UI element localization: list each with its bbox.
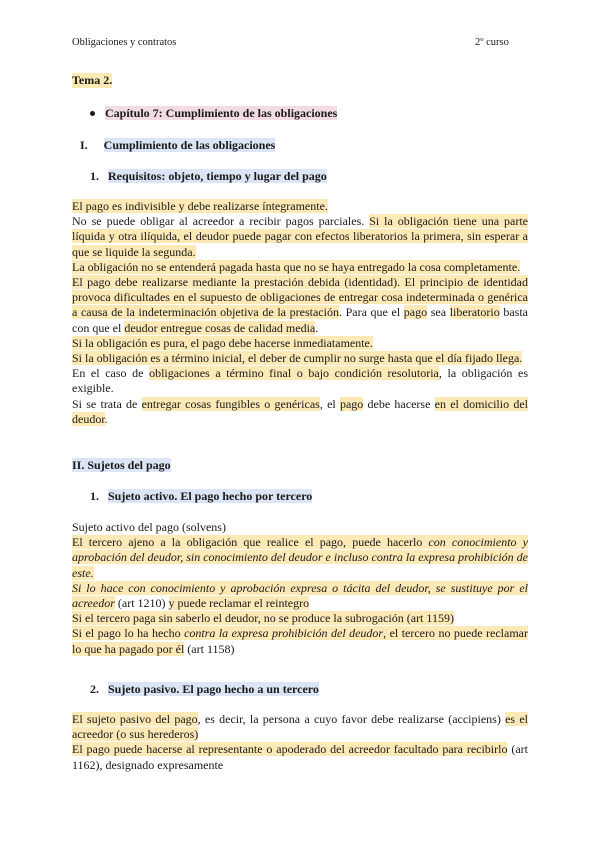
paragraph: Sujeto activo del pago (solvens) bbox=[72, 520, 226, 534]
paragraph: Si la obligación es pura, el pago debe hacerse inmediatamente. bbox=[72, 335, 373, 350]
paragraph: La obligación no se entenderá pagada hasta que no se haya entregado la cosa completamente. bbox=[72, 259, 521, 274]
subsection-3-number: 2. bbox=[90, 682, 99, 696]
subsection-1-heading bbox=[90, 169, 327, 184]
paragraph: Si lo hace con conocimiento y aprobación expresa o tácita del deudor, se sustituye por el acreedor (art 1210) y puede reclamar el reintegro bbox=[72, 580, 528, 611]
section-3-body bbox=[72, 712, 528, 773]
section-2-title: II. Sujetos del pago bbox=[72, 458, 171, 472]
section-1-body bbox=[72, 199, 528, 427]
paragraph: El pago es indivisible y debe realizarse íntegramente. bbox=[72, 199, 328, 213]
section-2-body bbox=[72, 520, 528, 657]
bullet-icon bbox=[90, 111, 95, 116]
paragraph: Si se trata de entregar cosas fungibles o genéricas, el pago debe hacerse en el domicilio del deudor. bbox=[72, 396, 528, 426]
header-course-title: Obligaciones y contratos bbox=[72, 37, 177, 48]
subsection-3-title: Sujeto pasivo. El pago hecho a un tercero bbox=[108, 682, 319, 696]
subsection-2-number: 1. bbox=[90, 489, 99, 503]
chapter-bullet bbox=[90, 106, 337, 121]
paragraph: El tercero ajeno a la obligación que realice el pago, puede hacerlo con conocimiento y aprobación del deudor, sin conocimiento del deudor e incluso contra la expresa prohibición de este. bbox=[72, 535, 528, 580]
paragraph: Si el pago lo ha hecho contra la expresa prohibición del deudor, el tercero no puede reclamar lo que ha pagado por él (art 1158) bbox=[72, 626, 528, 656]
paragraph: En el caso de obligaciones a término final o bajo condición resolutoria, la obligación es exigible. bbox=[72, 366, 529, 396]
paragraph: Si el tercero paga sin saberlo el deudor, no se produce la subrogación (art 1159) bbox=[72, 611, 454, 626]
paragraph: Si la obligación es a término inicial, el deber de cumplir no surge hasta que el día fijado llega. bbox=[72, 351, 523, 366]
header-course-year: 2º curso bbox=[475, 37, 509, 48]
section-1-number: I. bbox=[80, 138, 88, 152]
paragraph: El pago puede hacerse al representante o apoderado del acreedor facultado para recibirlo (art 1162), designado expresamente bbox=[72, 742, 529, 772]
paragraph: El pago debe realizarse mediante la prestación debida (identidad). El principio de identidad provoca dificultades en el supuesto de obligaciones de entregar cosa indeterminada o genérica a causa de la indeterminación objetiva de la prestación. Para que el pago sea liberatorio basta con que el deudor entregue cosas de calidad media. bbox=[72, 275, 528, 335]
tema-title: Tema 2. bbox=[72, 73, 113, 87]
paragraph: El sujeto pasivo del pago, es decir, la persona a cuyo favor debe realizarse (accipiens) es el acreedor (o sus herederos) bbox=[72, 712, 528, 742]
paragraph: No se puede obligar al acreedor a recibir pagos parciales. Si la obligación tiene una parte líquida y otra ilíquida, el deudor puede pagar con efectos liberatorios la primera, sin esperar a que se liquide la segunda. bbox=[72, 214, 528, 259]
subsection-2-title: Sujeto activo. El pago hecho por tercero bbox=[108, 489, 313, 503]
subsection-1-title: Requisitos: objeto, tiempo y lugar del pago bbox=[108, 169, 327, 183]
page-header bbox=[72, 37, 528, 48]
section-1-title: Cumplimiento de las obligaciones bbox=[103, 138, 276, 152]
section-1-heading bbox=[80, 138, 275, 153]
section-2-heading bbox=[72, 458, 171, 473]
subsection-3-heading bbox=[90, 682, 319, 697]
chapter-title: Capítulo 7: Cumplimiento de las obligaciones bbox=[105, 106, 338, 120]
subsection-1-number: 1. bbox=[90, 169, 99, 183]
subsection-2-heading bbox=[90, 489, 312, 504]
